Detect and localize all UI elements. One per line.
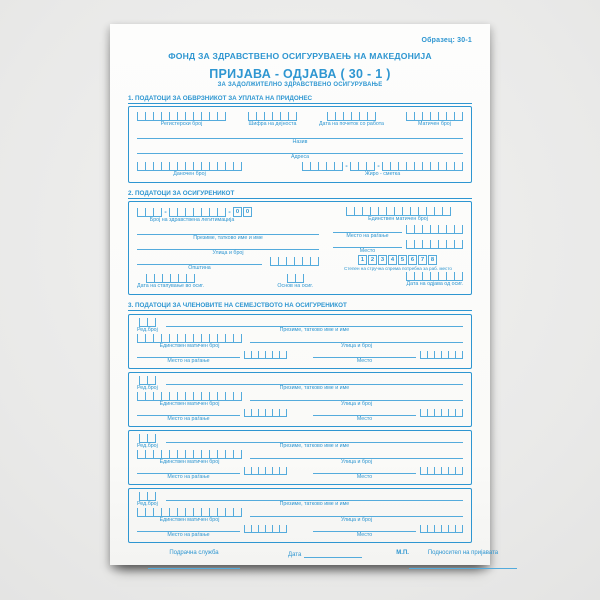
member-place-comb	[420, 350, 463, 359]
member-birth-place-writeline	[137, 466, 240, 474]
member-birth-place-comb	[244, 350, 287, 359]
section1-heading: 1. ПОДАТОЦИ ЗА ОБВРЗНИКОТ ЗА УПЛАТА НА ПРИДОНЕС	[128, 95, 472, 104]
birth-place-writeline	[333, 225, 402, 233]
tax-number-label: Даночен број	[173, 171, 206, 177]
member-street	[250, 451, 463, 466]
member-place	[313, 350, 416, 365]
fullname-label: Презиме, татково име и име	[193, 235, 263, 241]
form-subtitle: ЗА ЗАДОЛЖИТЕЛНО ЗДРАВСТВЕНО ОСИГУРУВАЊЕ	[217, 82, 383, 88]
giro-account-combs	[302, 162, 463, 171]
member-row2	[137, 392, 463, 408]
member-row1	[137, 376, 463, 392]
address-label: Адреса	[290, 154, 310, 160]
activity-code-label: Шифра на дејноста	[248, 121, 297, 127]
field-reg-number	[137, 112, 226, 128]
field-birth-place-row	[333, 225, 463, 240]
form-code: Образец: 30-1	[421, 37, 472, 44]
member-row2	[137, 508, 463, 524]
umcn-label: Единствен матичен број	[368, 216, 428, 222]
qualification-label: Степен на стручна спрема потребна за раб. место	[344, 266, 452, 271]
member-row3	[137, 408, 463, 423]
field-birth-place	[333, 225, 402, 240]
field-insured-fullname	[137, 227, 319, 242]
field-place-row	[333, 240, 463, 255]
birth-place-label: Место на раѓање	[346, 233, 389, 239]
reg-number-comb	[137, 112, 226, 121]
regional-office	[148, 550, 240, 569]
fullname-writeline	[137, 227, 319, 235]
member-street-label: Улица и број	[340, 401, 373, 407]
exit-date-comb	[406, 272, 463, 281]
member-place-label: Место	[356, 416, 373, 422]
member-birth-place-label: Место на раѓање	[167, 416, 210, 422]
insurance-basis-comb	[287, 274, 304, 283]
member-street-label: Улица и број	[340, 343, 373, 349]
field-municipality-row	[137, 257, 319, 272]
member-row3	[137, 524, 463, 539]
family-member-block	[128, 372, 472, 427]
member-umcn-comb	[137, 508, 242, 517]
municipality-comb	[270, 257, 319, 266]
entry-date-comb	[146, 274, 195, 283]
submitter-signline	[409, 567, 517, 569]
insurance-basis-label: Основ на осиг.	[277, 283, 313, 289]
member-street	[250, 393, 463, 408]
member-place-row	[313, 350, 463, 365]
member-umcn-comb	[137, 334, 242, 343]
member-fullname-label: Презиме, татково име и име	[279, 327, 350, 333]
member-rownum-comb	[139, 492, 156, 501]
member-birth-place-comb	[244, 408, 287, 417]
address-writeline	[137, 146, 463, 154]
member-row1	[137, 318, 463, 334]
giro-account-label: Жиро - сметка	[364, 171, 401, 177]
member-fullname-writeline	[166, 435, 463, 443]
member-fullname-label: Презиме, татково име и име	[279, 385, 350, 391]
tax-number-comb	[137, 162, 242, 171]
exit-date-label: Дата на одјава од осиг.	[406, 281, 463, 287]
member-place-writeline	[313, 524, 416, 532]
member-birth-place-writeline	[137, 408, 240, 416]
id-number-label: Матичен број	[418, 121, 451, 127]
member-place	[313, 524, 416, 539]
field-place	[333, 240, 402, 255]
member-umcn-label: Единствен матичен број	[159, 517, 220, 523]
member-birth-place	[137, 524, 240, 539]
member-birth-place-label: Место на раѓање	[167, 358, 210, 364]
member-rownum-label: Ред.број	[137, 443, 158, 449]
member-row2	[137, 450, 463, 466]
date-writeline	[304, 550, 362, 558]
field-qualification	[333, 255, 463, 272]
member-birth-place-writeline	[137, 524, 240, 532]
start-date-comb	[327, 112, 376, 121]
field-activity-code	[248, 112, 297, 128]
member-row-number	[137, 376, 158, 392]
member-birth-place	[137, 408, 240, 423]
birth-place-comb	[406, 225, 463, 234]
member-birth-place-row	[137, 350, 287, 365]
member-row3	[137, 466, 463, 481]
qualification-digit-boxes: 1 2 3 4 5 6 7 8	[358, 255, 438, 265]
regional-office-label: Подрачна служба	[169, 550, 219, 556]
place-label: Место	[359, 248, 376, 254]
member-place-row	[313, 408, 463, 423]
footer-row	[128, 550, 499, 569]
member-row1	[137, 492, 463, 508]
member-birth-place-writeline	[137, 350, 240, 358]
member-place-writeline	[313, 408, 416, 416]
member-street-writeline	[250, 393, 463, 401]
date-label: Дата	[288, 552, 302, 558]
regional-office-signline	[148, 567, 240, 569]
giro-dash-2	[375, 162, 382, 171]
municipality-writeline	[137, 257, 262, 265]
member-birth-place-label: Место на раѓање	[167, 532, 210, 538]
member-rownum-comb	[139, 434, 156, 443]
member-place	[313, 466, 416, 481]
member-umcn	[137, 508, 242, 524]
member-birth-place	[137, 466, 240, 481]
health-card-suffix-boxes: 0 0	[233, 207, 253, 217]
member-fullname	[166, 319, 463, 334]
date-field	[288, 550, 362, 558]
member-umcn-label: Единствен матичен број	[159, 343, 220, 349]
member-place-comb	[420, 524, 463, 533]
member-birth-place	[137, 350, 240, 365]
family-member-block	[128, 488, 472, 543]
submitter	[409, 550, 517, 569]
giro-comb-2	[350, 162, 375, 171]
member-rownum-label: Ред.број	[137, 385, 158, 391]
member-fullname	[166, 493, 463, 508]
member-street-writeline	[250, 451, 463, 459]
field-umcn	[333, 207, 463, 223]
field-address	[137, 146, 463, 161]
place-comb	[406, 240, 463, 249]
family-member-block	[128, 314, 472, 369]
member-birth-place-comb	[244, 466, 287, 475]
member-birth-place-row	[137, 524, 287, 539]
member-place-writeline	[313, 466, 416, 474]
health-card-comb-1	[137, 208, 162, 217]
member-umcn	[137, 392, 242, 408]
field-municipality	[137, 257, 262, 272]
municipality-label: Општина	[188, 265, 211, 271]
form-title: ПРИЈАВА - ОДЈАВА ( 30 - 1 )	[209, 67, 391, 81]
member-place-comb	[420, 466, 463, 475]
member-row-number	[137, 434, 158, 450]
field-insurance-basis	[277, 274, 313, 290]
member-rownum-label: Ред.број	[137, 501, 158, 507]
giro-comb-1	[302, 162, 343, 171]
activity-code-comb	[248, 112, 297, 121]
field-id-number	[406, 112, 463, 128]
member-place-label: Место	[356, 474, 373, 480]
giro-dash-1	[343, 162, 350, 171]
place-writeline	[333, 240, 402, 248]
member-fullname-label: Презиме, татково име и име	[279, 443, 350, 449]
section1-box	[128, 106, 472, 183]
member-birth-place-row	[137, 466, 287, 481]
member-place-comb	[420, 408, 463, 417]
field-name	[137, 131, 463, 146]
health-card-label: Број на здравствена легитимација	[149, 217, 235, 223]
member-row2	[137, 334, 463, 350]
scanned-form-sheet	[110, 24, 499, 565]
member-street-writeline	[250, 509, 463, 517]
member-place-row	[313, 524, 463, 539]
street-writeline	[137, 242, 319, 250]
health-card-combs	[137, 207, 253, 217]
family-member-block	[128, 430, 472, 485]
member-fullname-label: Презиме, татково име и име	[279, 501, 350, 507]
member-fullname-writeline	[166, 377, 463, 385]
member-street-writeline	[250, 335, 463, 343]
member-rownum-label: Ред.број	[137, 327, 158, 333]
member-rownum-comb	[139, 318, 156, 327]
member-birth-place-label: Место на раѓање	[167, 474, 210, 480]
field-insured-street	[137, 242, 319, 257]
family-members	[128, 314, 472, 543]
stamp-mark: М.П.	[396, 550, 409, 556]
member-row-number	[137, 492, 158, 508]
member-row-number	[137, 318, 158, 334]
umcn-comb	[346, 207, 451, 216]
member-street	[250, 335, 463, 350]
member-fullname-writeline	[166, 493, 463, 501]
id-number-comb	[406, 112, 463, 121]
member-row3	[137, 350, 463, 365]
giro-comb-3	[382, 162, 463, 171]
member-umcn	[137, 450, 242, 466]
member-fullname	[166, 377, 463, 392]
member-place-label: Место	[356, 532, 373, 538]
health-card-dash-2	[226, 208, 233, 217]
member-place	[313, 408, 416, 423]
member-row1	[137, 434, 463, 450]
entry-date-label: Дата на стапување во осиг.	[137, 283, 204, 289]
section2-box	[128, 201, 472, 295]
member-street	[250, 509, 463, 524]
member-umcn-comb	[137, 450, 242, 459]
name-writeline	[137, 131, 463, 139]
member-street-label: Улица и број	[340, 459, 373, 465]
field-giro-account	[302, 162, 463, 178]
organization-title: ФОНД ЗА ЗДРАВСТВЕНО ОСИГУРУВАЕЊ НА МАКЕДОНИЈА	[168, 51, 432, 61]
member-rownum-comb	[139, 376, 156, 385]
submitter-label: Подносител на пријавата	[427, 550, 499, 556]
start-date-label: Дата на почеток со работа	[318, 121, 385, 127]
section3-heading: 3. ПОДАТОЦИ ЗА ЧЛЕНОВИТЕ НА СЕМЕЈСТВОТО НА ОСИГУРЕНИКОТ	[128, 302, 472, 311]
field-health-card	[137, 207, 319, 224]
field-start-date	[319, 112, 384, 128]
health-card-dash-1	[162, 208, 169, 217]
section2-heading: 2. ПОДАТОЦИ ЗА ОСИГУРЕНИКОТ	[128, 190, 472, 199]
member-umcn-comb	[137, 392, 242, 401]
member-umcn-label: Единствен матичен број	[159, 459, 220, 465]
member-birth-place-comb	[244, 524, 287, 533]
name-label: Назив	[292, 139, 308, 145]
field-entry-date	[137, 274, 204, 290]
field-exit-date	[333, 272, 463, 288]
member-street-label: Улица и број	[340, 517, 373, 523]
member-place-row	[313, 466, 463, 481]
member-fullname	[166, 435, 463, 450]
street-label: Улица и број	[212, 250, 244, 256]
member-fullname-writeline	[166, 319, 463, 327]
field-tax-number	[137, 162, 242, 178]
reg-number-label: Регистерски број	[160, 121, 203, 127]
member-place-writeline	[313, 350, 416, 358]
member-birth-place-row	[137, 408, 287, 423]
health-card-comb-2	[169, 208, 226, 217]
member-umcn	[137, 334, 242, 350]
member-umcn-label: Единствен матичен број	[159, 401, 220, 407]
member-place-label: Место	[356, 358, 373, 364]
